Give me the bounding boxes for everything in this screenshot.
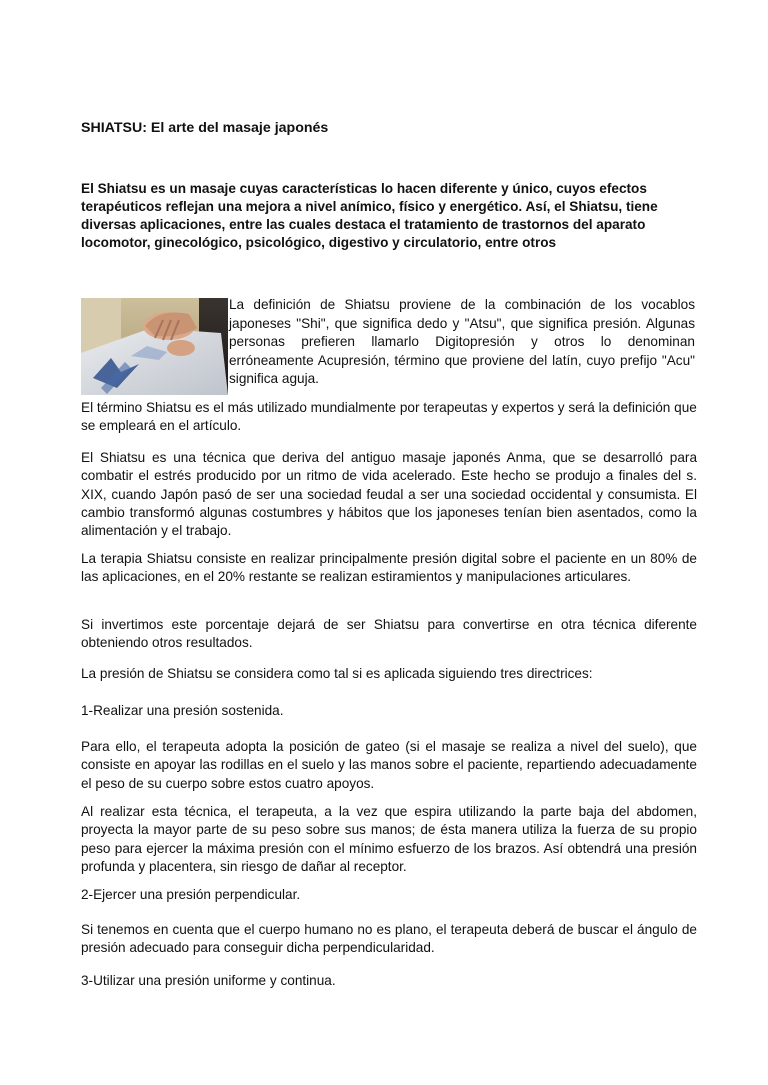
paragraph-guidelines: La presión de Shiatsu se considera como tal si es aplicada siguiendo tres directrices: [81, 666, 593, 681]
paragraph-angle: Si tenemos en cuenta que el cuerpo humano no es plano, el terapeuta deberá de buscar el ángulo de presión adecuado para conseguir dicha perpendicularidad. [81, 922, 697, 956]
paragraph-position: Para ello, el terapeuta adopta la posición de gateo (si el masaje se realiza a nivel del suelo), que consiste en apoyar las rodillas en el suelo y las manos sobre el paciente, repartiendo adecuadamente el peso de su cuerpo sobre estos cuatro apoyos. [81, 739, 697, 791]
document-title: SHIATSU: El arte del masaje japonés [81, 120, 329, 136]
paragraph-technique: Al realizar esta técnica, el terapeuta, a la vez que espira utilizando la parte baja del abdomen, proyecta la mayor parte de su peso sobre sus manos; de ésta manera utiliza la fuerza de su propio peso para ejercer la máxima presión con el mínimo esfuerzo de los brazos. Así obtendrá una presión profunda y placentera, sin riesgo de dañar al receptor. [81, 804, 697, 874]
intro-paragraph: El Shiatsu es un masaje cuyas características lo hacen diferente y único, cuyos efectos terapéuticos reflejan una mejora a nivel anímico, físico y energético. Así, el Shiatsu, tiene diversas aplicaciones, entre las cuales destaca el tratamiento de trastornos del aparato locomotor, ginecológico, psicológico, digestivo y circulatorio, entre otros [81, 181, 658, 250]
guideline-1-heading: 1-Realizar una presión sostenida. [81, 703, 284, 718]
paragraph-term: El término Shiatsu es el más utilizado mundialmente por terapeutas y expertos y será la definición que se empleará en el artículo. [81, 400, 697, 434]
guideline-2-heading: 2-Ejercer una presión perpendicular. [81, 887, 301, 902]
guideline-3-heading: 3-Utilizar una presión uniforme y continua. [81, 973, 336, 988]
definition-paragraph: La definición de Shiatsu proviene de la combinación de los vocablos japoneses "Shi", que significa dedo y "Atsu", que significa presión. Algunas personas prefieren llamarlo Digitopresión y otros lo denominan erróneamente Acupresión, término que proviene del latín, cuyo prefijo "Acu" significa aguja. [229, 297, 695, 386]
shiatsu-massage-photo [81, 298, 228, 395]
paragraph-origin: El Shiatsu es una técnica que deriva del antiguo masaje japonés Anma, que se desarrolló para combatir el estrés producido por un ritmo de vida acelerado. Este hecho se produjo a finales del s. XIX, cuando Japón pasó de ser una sociedad feudal a ser una sociedad occidental y consumista. El cambio transformó algunas costumbres y hábitos que los japoneses tenían bien asentados, como la alimentación y el trabajo. [81, 450, 697, 539]
paragraph-invert: Si invertimos este porcentaje dejará de ser Shiatsu para convertirse en otra técnica diferente obteniendo otros resultados. [81, 617, 697, 651]
paragraph-therapy: La terapia Shiatsu consiste en realizar principalmente presión digital sobre el paciente en un 80% de las aplicaciones, en el 20% restante se realizan estiramientos y manipulaciones articulares. [81, 551, 697, 585]
